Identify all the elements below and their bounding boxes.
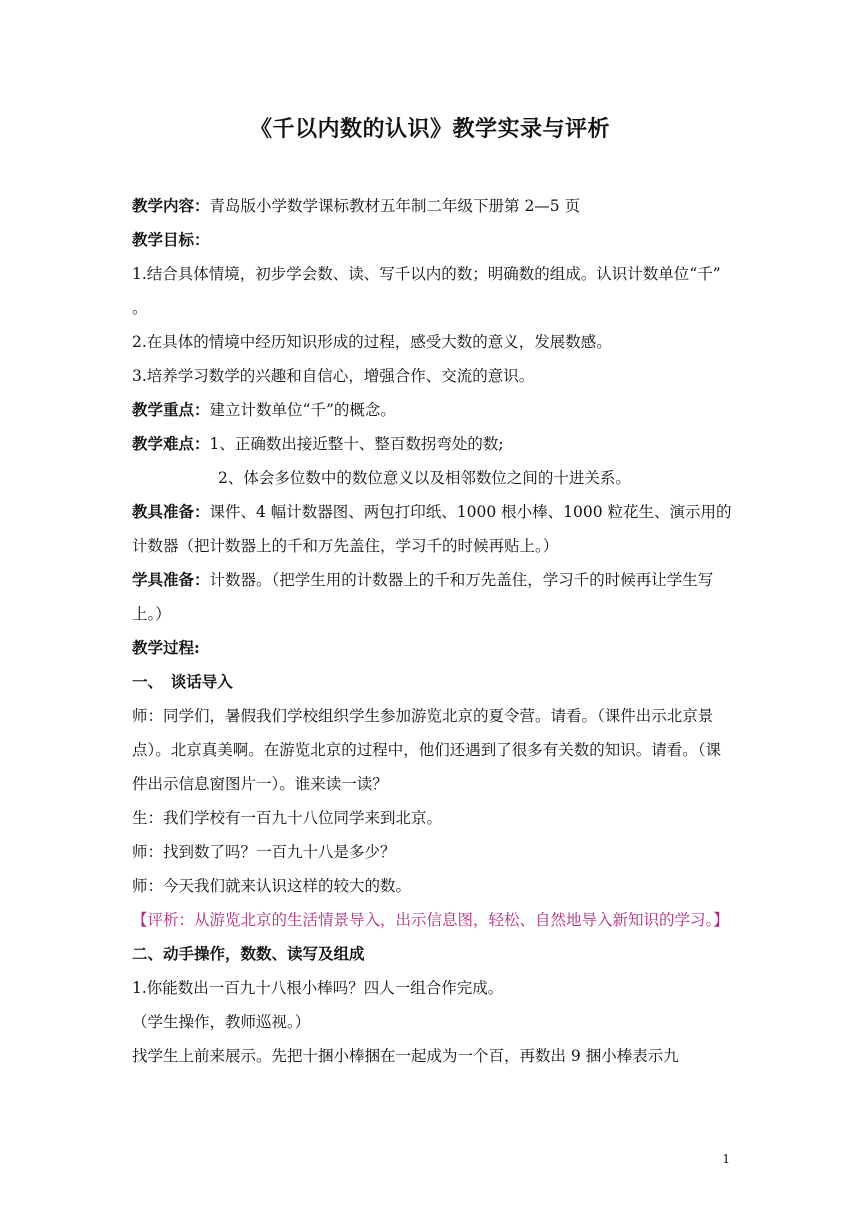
- page-number: 1: [722, 1152, 730, 1166]
- section-2-paragraph-1: 1.你能数出一百九十八根小棒吗？四人一组合作完成。: [132, 979, 504, 997]
- goal-item-3: 3.培养学习数学的兴趣和自信心，增强合作、交流的意识。: [132, 367, 535, 385]
- process-label: 教学过程:: [132, 638, 200, 657]
- difficulty-label: 教学难点：: [132, 434, 210, 453]
- section-1-paragraph-4: 师：今天我们就来认识这样的较大的数。: [132, 877, 412, 895]
- teacher-tools-label: 教具准备：: [132, 502, 210, 521]
- key-point: [132, 393, 732, 427]
- goal-item-1: 1.结合具体情境，初步学会数、读、写千以内的数；明确数的组成。认识计数单位“千” 。: [132, 265, 721, 317]
- difficulty-line-1: 1、正确数出接近整十、整百数拐弯处的数;: [209, 435, 504, 453]
- document-body: [132, 189, 732, 1073]
- difficulty-line-2: 2、体会多位数中的数位意义以及相邻数位之间的十进关系。: [218, 469, 631, 487]
- teaching-content-text: 青岛版小学数学课标教材五年制二年级下册第 2—5 页: [209, 197, 581, 215]
- section-1-heading: 一、 谈话导入: [132, 672, 233, 691]
- student-tools: [132, 563, 732, 631]
- section-1-paragraph-2: 生：我们学校有一百九十八位同学来到北京。: [132, 809, 443, 827]
- teacher-tools: [132, 495, 732, 563]
- teaching-goals-label: 教学目标：: [132, 230, 210, 249]
- teaching-content: [132, 189, 732, 223]
- teaching-content-label: 教学内容：: [132, 196, 210, 215]
- section-1-comment: 【评析：从游览北京的生活情景导入，出示信息图，轻松、自然地导入新知识的学习。】: [132, 911, 729, 929]
- key-point-label: 教学重点：: [132, 400, 210, 419]
- section-2-paragraph-2: （学生操作，教师巡视。）: [132, 1013, 311, 1031]
- section-1-paragraph-3: 师：找到数了吗？一百九十八是多少？: [132, 843, 396, 861]
- document-title: 《千以内数的认识》教学实录与评析: [249, 116, 610, 142]
- student-tools-text: 计数器。（把学生用的计数器上的千和万先盖住，学习千的时候再让学生写上。）: [132, 571, 714, 623]
- section-2-paragraph-3: 找学生上前来展示。先把十捆小棒捆在一起成为一个百，再数出 9 捆小棒表示九: [132, 1047, 679, 1065]
- student-tools-label: 学具准备：: [132, 570, 210, 589]
- teacher-tools-text: 课件、4 幅计数器图、两包打印纸、1000 根小棒、1000 粒花生、演示用的计数器（把计数器上的千和万先盖住，学习千的时候再贴上。）: [132, 503, 732, 555]
- section-1-paragraph-1: 师：同学们，暑假我们学校组织学生参加游览北京的夏令营。请看。（课件出示北京景点）。北京真美啊。在游览北京的过程中，他们还遇到了很多有关数的知识。请看。（课件出示信息窗图片一）。谁来读一读？: [132, 707, 722, 793]
- goal-item-2: 2.在具体的情境中经历知识形成的过程，感受大数的意义，发展数感。: [132, 333, 612, 351]
- difficulty: [132, 427, 732, 461]
- section-2-heading: 二、动手操作，数数、读写及组成: [132, 944, 365, 963]
- key-point-text: 建立计数单位“千”的概念。: [209, 401, 396, 419]
